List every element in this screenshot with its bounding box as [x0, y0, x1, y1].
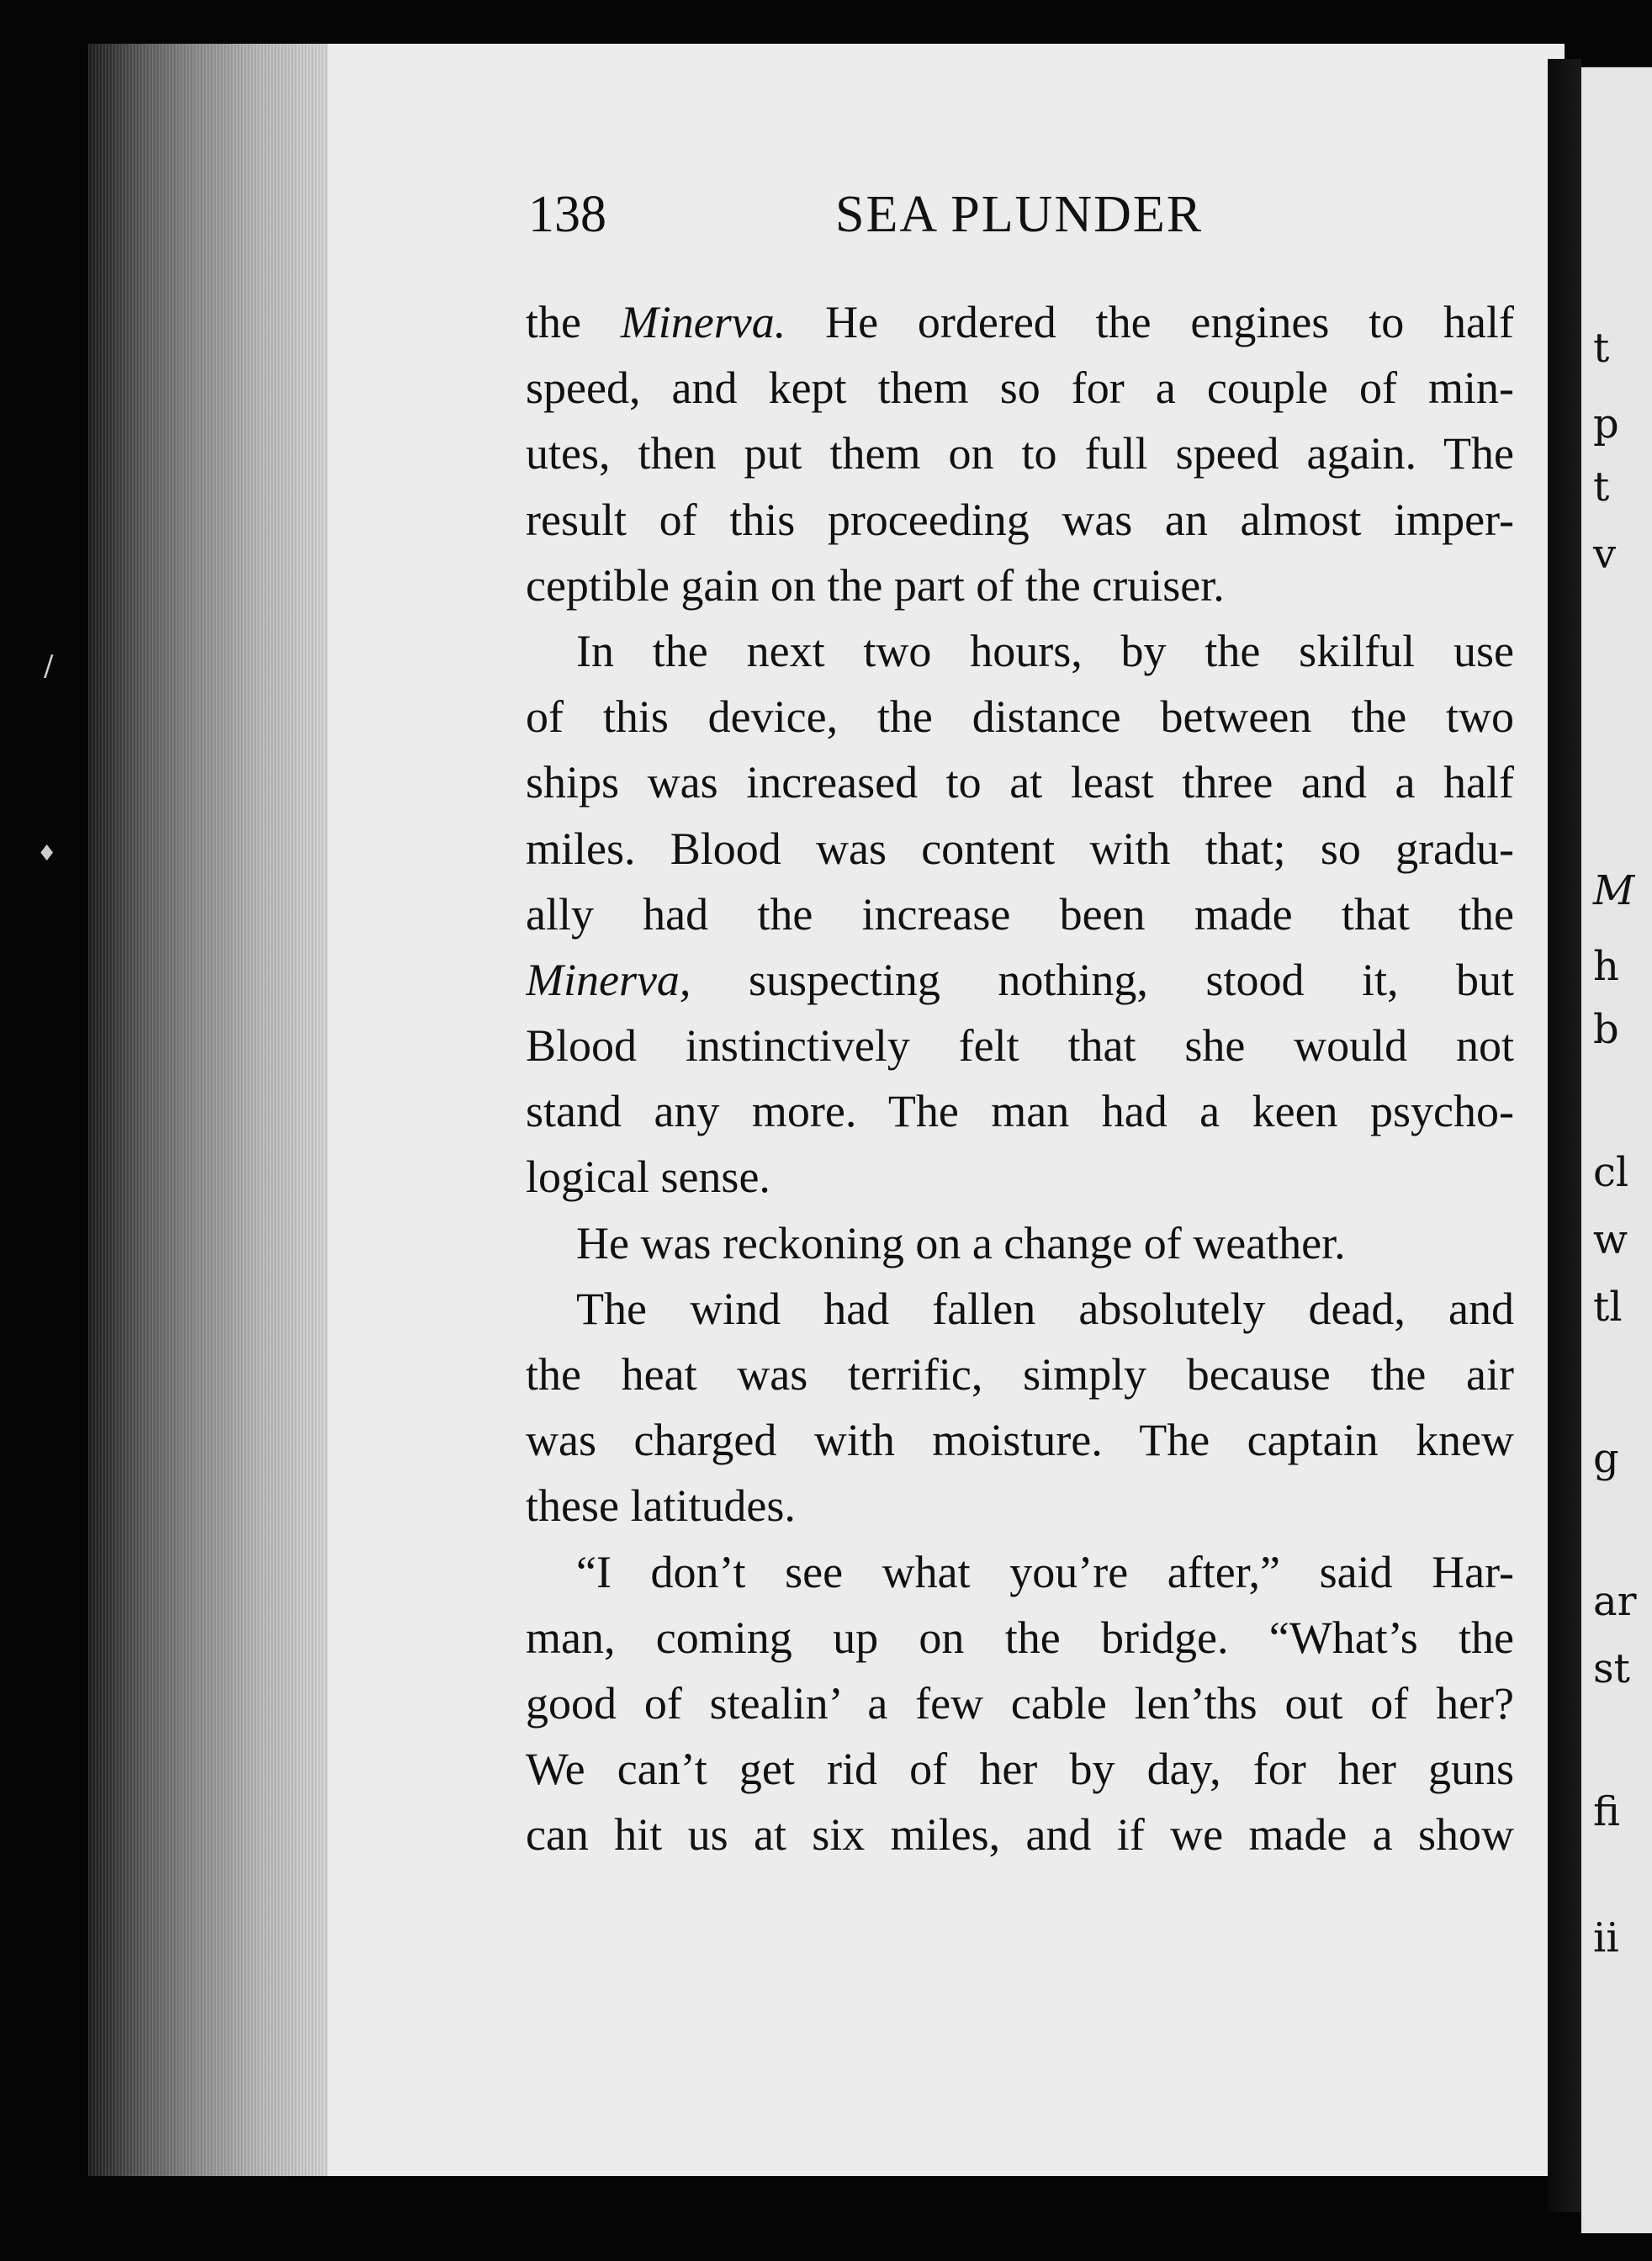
facing-page-letter: fi — [1593, 1788, 1621, 1835]
body-text — [526, 289, 1514, 1868]
facing-page-letter: v — [1593, 531, 1617, 578]
facing-page-letter: cl — [1593, 1149, 1629, 1196]
text-line: Blood instinctively felt that she would not — [526, 1020, 1514, 1072]
text-line: can hit us at six miles, and if we made a show — [526, 1809, 1514, 1861]
text-line: ships was increased to at least three and a half — [526, 757, 1514, 808]
text-line: miles. Blood was content with that; so gradu- — [526, 823, 1514, 874]
facing-page-letter: t — [1593, 463, 1610, 511]
facing-page-letter: p — [1593, 400, 1619, 447]
facing-page-letter: t — [1593, 325, 1610, 372]
paragraph-start-line: The wind had fallen absolutely dead, and — [576, 1283, 1514, 1334]
margin-mark: ♦ — [37, 841, 57, 866]
facing-page-letter: h — [1593, 943, 1619, 990]
text-line: stand any more. The man had a keen psycho- — [526, 1086, 1514, 1137]
facing-page-letter: ar — [1593, 1578, 1637, 1625]
facing-page-letter: ii — [1593, 1914, 1619, 1962]
text-line: the heat was terrific, simply because the air — [526, 1349, 1514, 1400]
facing-page-letter: b — [1593, 1006, 1619, 1053]
text-line: ceptible gain on the part of the cruiser. — [526, 559, 1225, 611]
text-line: We can’t get rid of her by day, for her guns — [526, 1744, 1514, 1795]
paragraph-start-line: “I don’t see what you’re after,” said Har- — [576, 1546, 1514, 1597]
ship-name: Minerva, — [526, 954, 691, 1005]
facing-page-letter: g — [1593, 1435, 1619, 1482]
text-line: utes, then put them on to full speed again. The — [526, 428, 1514, 479]
paragraph-start-line: In the next two hours, by the skilful use — [576, 625, 1514, 676]
book-gutter — [1548, 59, 1581, 2212]
facing-page-letter: tl — [1593, 1284, 1623, 1331]
text-line: logical sense. — [526, 1152, 770, 1203]
text-line: these latitudes. — [526, 1480, 796, 1532]
book-title: SEA PLUNDER — [835, 186, 1204, 243]
ship-name: Minerva. — [620, 297, 786, 347]
text-line: speed, and kept them so for a couple of min- — [526, 363, 1514, 414]
paragraph-start-line: He was reckoning on a change of weather. — [576, 1217, 1346, 1268]
page-number: 138 — [528, 186, 606, 243]
text-line: Minerva, suspecting nothing, stood it, but — [526, 954, 1514, 1005]
facing-page-edge — [1581, 67, 1652, 2233]
text-line: of this device, the distance between the two — [526, 691, 1514, 743]
text-line: good of stealin’ a few cable len’ths out of her? — [526, 1677, 1514, 1729]
text-line: ally had the increase been made that the — [526, 888, 1514, 940]
text-line: result of this proceeding was an almost imper- — [526, 494, 1514, 545]
margin-mark: / — [44, 649, 54, 683]
facing-page-letter: M — [1593, 867, 1635, 914]
text-line: was charged with moisture. The captain knew — [526, 1415, 1514, 1466]
text-line: the Minerva. He ordered the engines to half — [526, 297, 1514, 347]
facing-page-letter: st — [1593, 1645, 1630, 1692]
text-line: man, coming up on the bridge. “What’s the — [526, 1612, 1514, 1663]
running-head — [528, 185, 1252, 252]
page-block-edge — [88, 44, 332, 2176]
facing-page-letter: w — [1593, 1216, 1628, 1263]
